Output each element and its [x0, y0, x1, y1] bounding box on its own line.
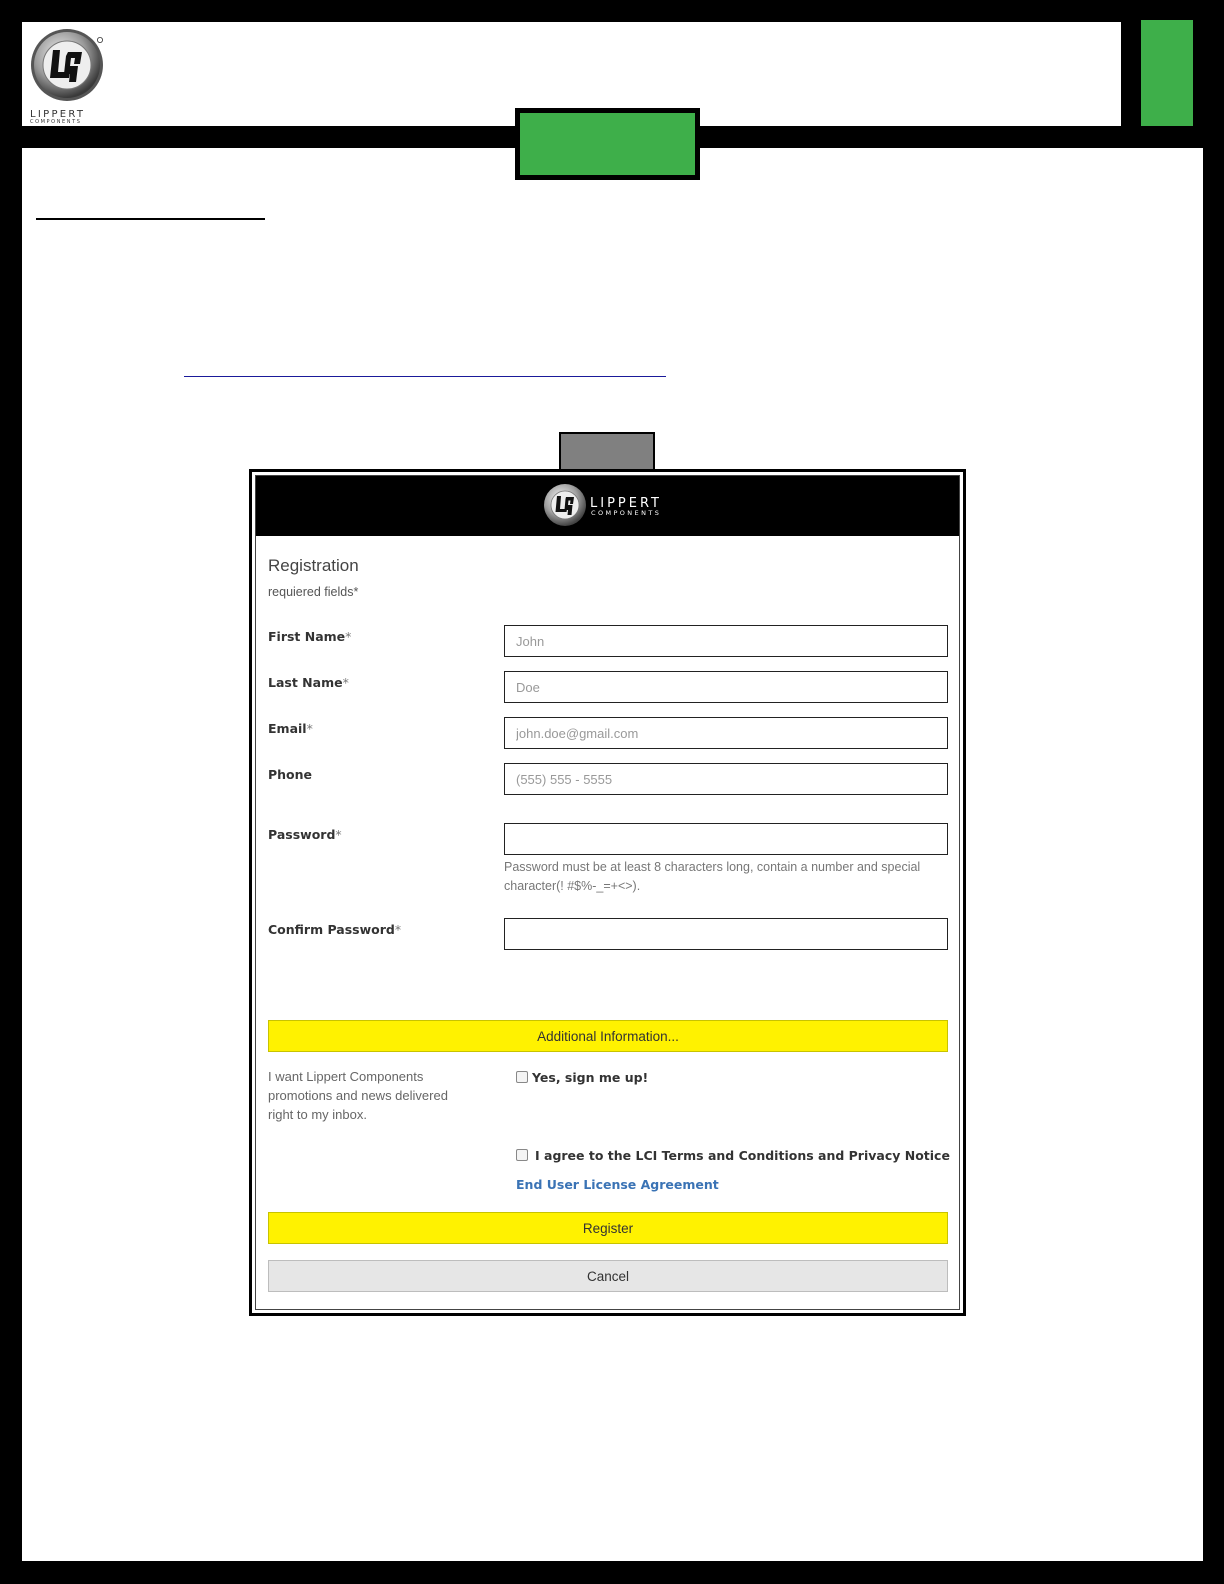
password-hint: Password must be at least 8 characters long, contain a number and special character(! #$%-_=+<>).: [504, 860, 921, 893]
heading-underline: [36, 218, 265, 220]
confirm-password-input[interactable]: [504, 918, 948, 950]
cancel-button[interactable]: Cancel: [268, 1260, 948, 1292]
lci-logo-icon: [543, 483, 587, 527]
email-input[interactable]: [504, 717, 948, 749]
corner-brand-name: LIPPERT: [30, 109, 86, 120]
registration-form: [255, 475, 960, 1310]
password-input[interactable]: [504, 823, 948, 855]
form-header: [256, 476, 959, 536]
additional-information-button[interactable]: Additional Information...: [268, 1020, 948, 1052]
promo-checkbox-label[interactable]: Yes, sign me up!: [532, 1070, 649, 1085]
header-brand-sub: COMPONENTS: [591, 509, 662, 517]
registration-screenshot-frame: [249, 469, 966, 1316]
header-brand-name: LIPPERT: [590, 496, 662, 511]
green-side-tab: [1141, 20, 1193, 126]
gray-tab: [559, 432, 655, 474]
email-label: Email*: [268, 721, 313, 736]
first-name-label: First Name*: [268, 629, 352, 644]
last-name-input[interactable]: [504, 671, 948, 703]
promo-description: I want Lippert Components promotions and news delivered right to my inbox.: [268, 1069, 448, 1122]
terms-checkbox-label[interactable]: I agree to the LCI Terms and Conditions and Privacy Notice: [535, 1148, 950, 1163]
last-name-label: Last Name*: [268, 675, 349, 690]
terms-checkbox[interactable]: [516, 1149, 528, 1161]
registration-title: Registration: [268, 556, 359, 575]
eula-link[interactable]: End User License Agreement: [516, 1177, 719, 1192]
password-label: Password*: [268, 827, 342, 842]
link-underline[interactable]: [184, 376, 666, 377]
register-button[interactable]: Register: [268, 1212, 948, 1244]
promo-checkbox[interactable]: [516, 1071, 528, 1083]
corner-brand-sub: COMPONENTS: [30, 119, 82, 124]
phone-label: Phone: [268, 767, 313, 782]
required-fields-note: requiered fields*: [268, 585, 359, 599]
lippert-logo: [28, 28, 110, 124]
green-center-tab: [515, 108, 700, 180]
first-name-input[interactable]: [504, 625, 948, 657]
phone-input[interactable]: [504, 763, 948, 795]
confirm-password-label: Confirm Password*: [268, 922, 402, 937]
